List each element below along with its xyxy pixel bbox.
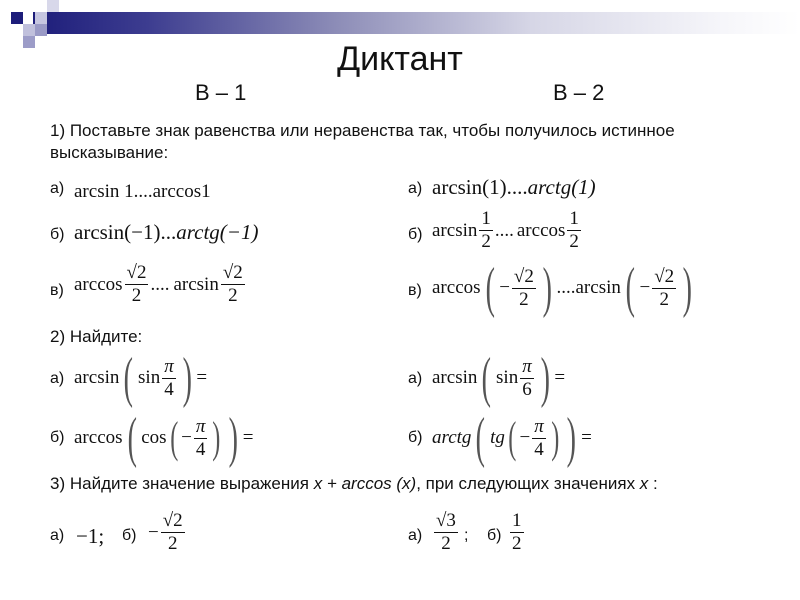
heading-text: : xyxy=(648,474,658,493)
deco-square xyxy=(23,24,35,36)
expr: arcsin 1....arccos1 xyxy=(74,181,211,202)
item-label: б) xyxy=(50,429,65,446)
fraction xyxy=(479,208,493,253)
fraction xyxy=(125,262,149,307)
heading-text: , при следующих значениях xyxy=(416,474,640,493)
numerator: π xyxy=(534,415,544,437)
item-label: б) xyxy=(408,429,423,446)
task1-v2-b xyxy=(432,208,583,253)
func: arccos xyxy=(516,219,566,241)
paren-open: ( xyxy=(124,347,134,409)
task2-heading: 2) Найдите: xyxy=(50,327,143,346)
denominator: 4 xyxy=(164,378,174,400)
deco-square xyxy=(35,24,47,36)
task1-v1-b xyxy=(74,220,258,245)
equals: = xyxy=(196,367,208,388)
func: arcsin xyxy=(575,277,621,298)
item-label: в) xyxy=(408,282,422,299)
fraction xyxy=(221,262,245,307)
expr-right: arctg(1) xyxy=(527,175,596,199)
paren-open: ( xyxy=(476,407,486,469)
fraction xyxy=(194,416,208,461)
task1-v2-c xyxy=(432,257,697,319)
denominator: 2 xyxy=(481,231,491,252)
fraction xyxy=(162,356,176,401)
paren-open: ( xyxy=(127,407,137,469)
paren-close: ) xyxy=(542,257,552,319)
minus: − xyxy=(148,521,159,543)
paren-open: ( xyxy=(482,347,492,409)
dots: .... xyxy=(494,219,514,241)
item-label: б) xyxy=(487,527,502,544)
dots: .... xyxy=(150,273,170,295)
item-label: а) xyxy=(50,370,65,387)
numerator: √2 xyxy=(654,265,675,287)
denominator: 2 xyxy=(131,285,142,306)
denominator: 2 xyxy=(569,231,579,252)
denominator: 6 xyxy=(522,378,532,400)
task2-v1-a xyxy=(74,347,208,409)
heading-expr: x + arccos (x) xyxy=(313,474,417,493)
denominator: 2 xyxy=(659,288,669,310)
equals: = xyxy=(554,367,566,388)
deco-square xyxy=(11,12,23,24)
equals: = xyxy=(581,427,592,448)
minus: − xyxy=(519,427,531,448)
value: −1; xyxy=(76,524,105,548)
numerator: √2 xyxy=(162,510,183,531)
paren-close: ) xyxy=(682,257,693,319)
task3-heading xyxy=(50,473,658,495)
item-label: а) xyxy=(408,370,423,387)
variant-2-heading: В – 2 xyxy=(553,80,605,105)
numerator: π xyxy=(522,355,532,377)
separator: ; xyxy=(464,527,469,544)
variant-1-heading: В – 1 xyxy=(195,80,247,105)
paren-open: ( xyxy=(508,413,517,462)
item-label: а) xyxy=(50,527,65,544)
fraction xyxy=(532,416,546,461)
denominator: 4 xyxy=(534,438,544,460)
denominator: 2 xyxy=(167,533,178,554)
denominator: 2 xyxy=(228,285,238,306)
item-label: б) xyxy=(122,527,137,544)
task1-v1-c xyxy=(74,262,247,307)
heading-text: 3) Найдите значение выражения xyxy=(50,474,314,493)
page-title: Диктант xyxy=(337,40,463,78)
task3-v1-b xyxy=(148,510,187,555)
deco-square xyxy=(35,12,47,24)
numerator: √2 xyxy=(513,265,534,287)
func: arcsin xyxy=(432,219,478,241)
task1-heading-line1: 1) Поставьте знак равенства или неравенства так, чтобы получилось истинное xyxy=(50,121,675,140)
task3-v1-a xyxy=(76,524,104,549)
item-label: б) xyxy=(50,226,65,243)
func: sin xyxy=(138,367,161,388)
func: tg xyxy=(490,427,505,448)
fraction xyxy=(161,510,185,555)
dots: ... xyxy=(160,220,177,244)
task2-v1-b xyxy=(74,407,254,469)
numerator: 1 xyxy=(512,510,522,531)
expr-right: arctg(−1) xyxy=(176,220,259,244)
numerator: √3 xyxy=(436,510,456,531)
numerator: π xyxy=(195,415,206,437)
denominator: 2 xyxy=(512,533,522,554)
func: arccos xyxy=(74,273,123,295)
denominator: 2 xyxy=(519,288,529,310)
numerator: π xyxy=(164,355,174,377)
dots: .... xyxy=(556,277,576,298)
func: arcsin xyxy=(173,273,219,295)
func: arctg xyxy=(432,427,472,448)
item-label: а) xyxy=(50,180,65,197)
dots: .... xyxy=(506,175,528,199)
heading-var: x xyxy=(639,474,649,493)
item-label: а) xyxy=(408,180,423,197)
item-label: а) xyxy=(408,527,423,544)
numerator: √2 xyxy=(222,262,243,283)
paren-close: ) xyxy=(567,407,577,469)
item-label: б) xyxy=(408,226,423,243)
func: arccos xyxy=(432,277,481,298)
task2-v2-b xyxy=(432,407,592,469)
task1-heading xyxy=(50,120,675,164)
task3-v2-a xyxy=(432,510,460,555)
header-gradient-bar xyxy=(33,12,800,34)
fraction xyxy=(520,356,534,401)
fraction xyxy=(567,208,581,253)
fraction xyxy=(512,266,536,311)
paren-close: ) xyxy=(182,347,192,409)
fraction xyxy=(434,510,458,555)
fraction xyxy=(652,266,676,311)
task1-v1-a xyxy=(74,181,211,203)
paren-open: ( xyxy=(625,257,635,319)
minus: − xyxy=(181,427,192,448)
paren-close: ) xyxy=(540,347,550,409)
numerator: √2 xyxy=(126,262,147,283)
expr-left: arcsin(1) xyxy=(432,175,507,199)
paren-open: ( xyxy=(485,257,495,319)
paren-open: ( xyxy=(169,413,178,462)
denominator: 2 xyxy=(441,533,451,554)
item-label: в) xyxy=(50,282,64,299)
minus: − xyxy=(639,277,651,298)
fraction xyxy=(510,510,524,555)
deco-square xyxy=(47,0,59,12)
func: arcsin xyxy=(432,367,478,388)
numerator: 1 xyxy=(481,208,491,229)
task2-v2-a xyxy=(432,347,566,409)
denominator: 4 xyxy=(195,438,206,460)
func: cos xyxy=(141,427,167,448)
minus: − xyxy=(499,277,510,298)
expr-left: arcsin(−1) xyxy=(74,220,161,244)
paren-close: ) xyxy=(228,407,239,469)
func: sin xyxy=(496,367,519,388)
func: arcsin xyxy=(74,367,120,388)
equals: = xyxy=(242,427,254,448)
task1-heading-line2: высказывание: xyxy=(50,143,169,162)
func: arccos xyxy=(74,427,123,448)
task3-v2-b xyxy=(508,510,526,555)
paren-close: ) xyxy=(212,413,221,462)
numerator: 1 xyxy=(569,208,579,229)
task1-v2-a xyxy=(432,175,596,200)
paren-close: ) xyxy=(551,413,560,462)
